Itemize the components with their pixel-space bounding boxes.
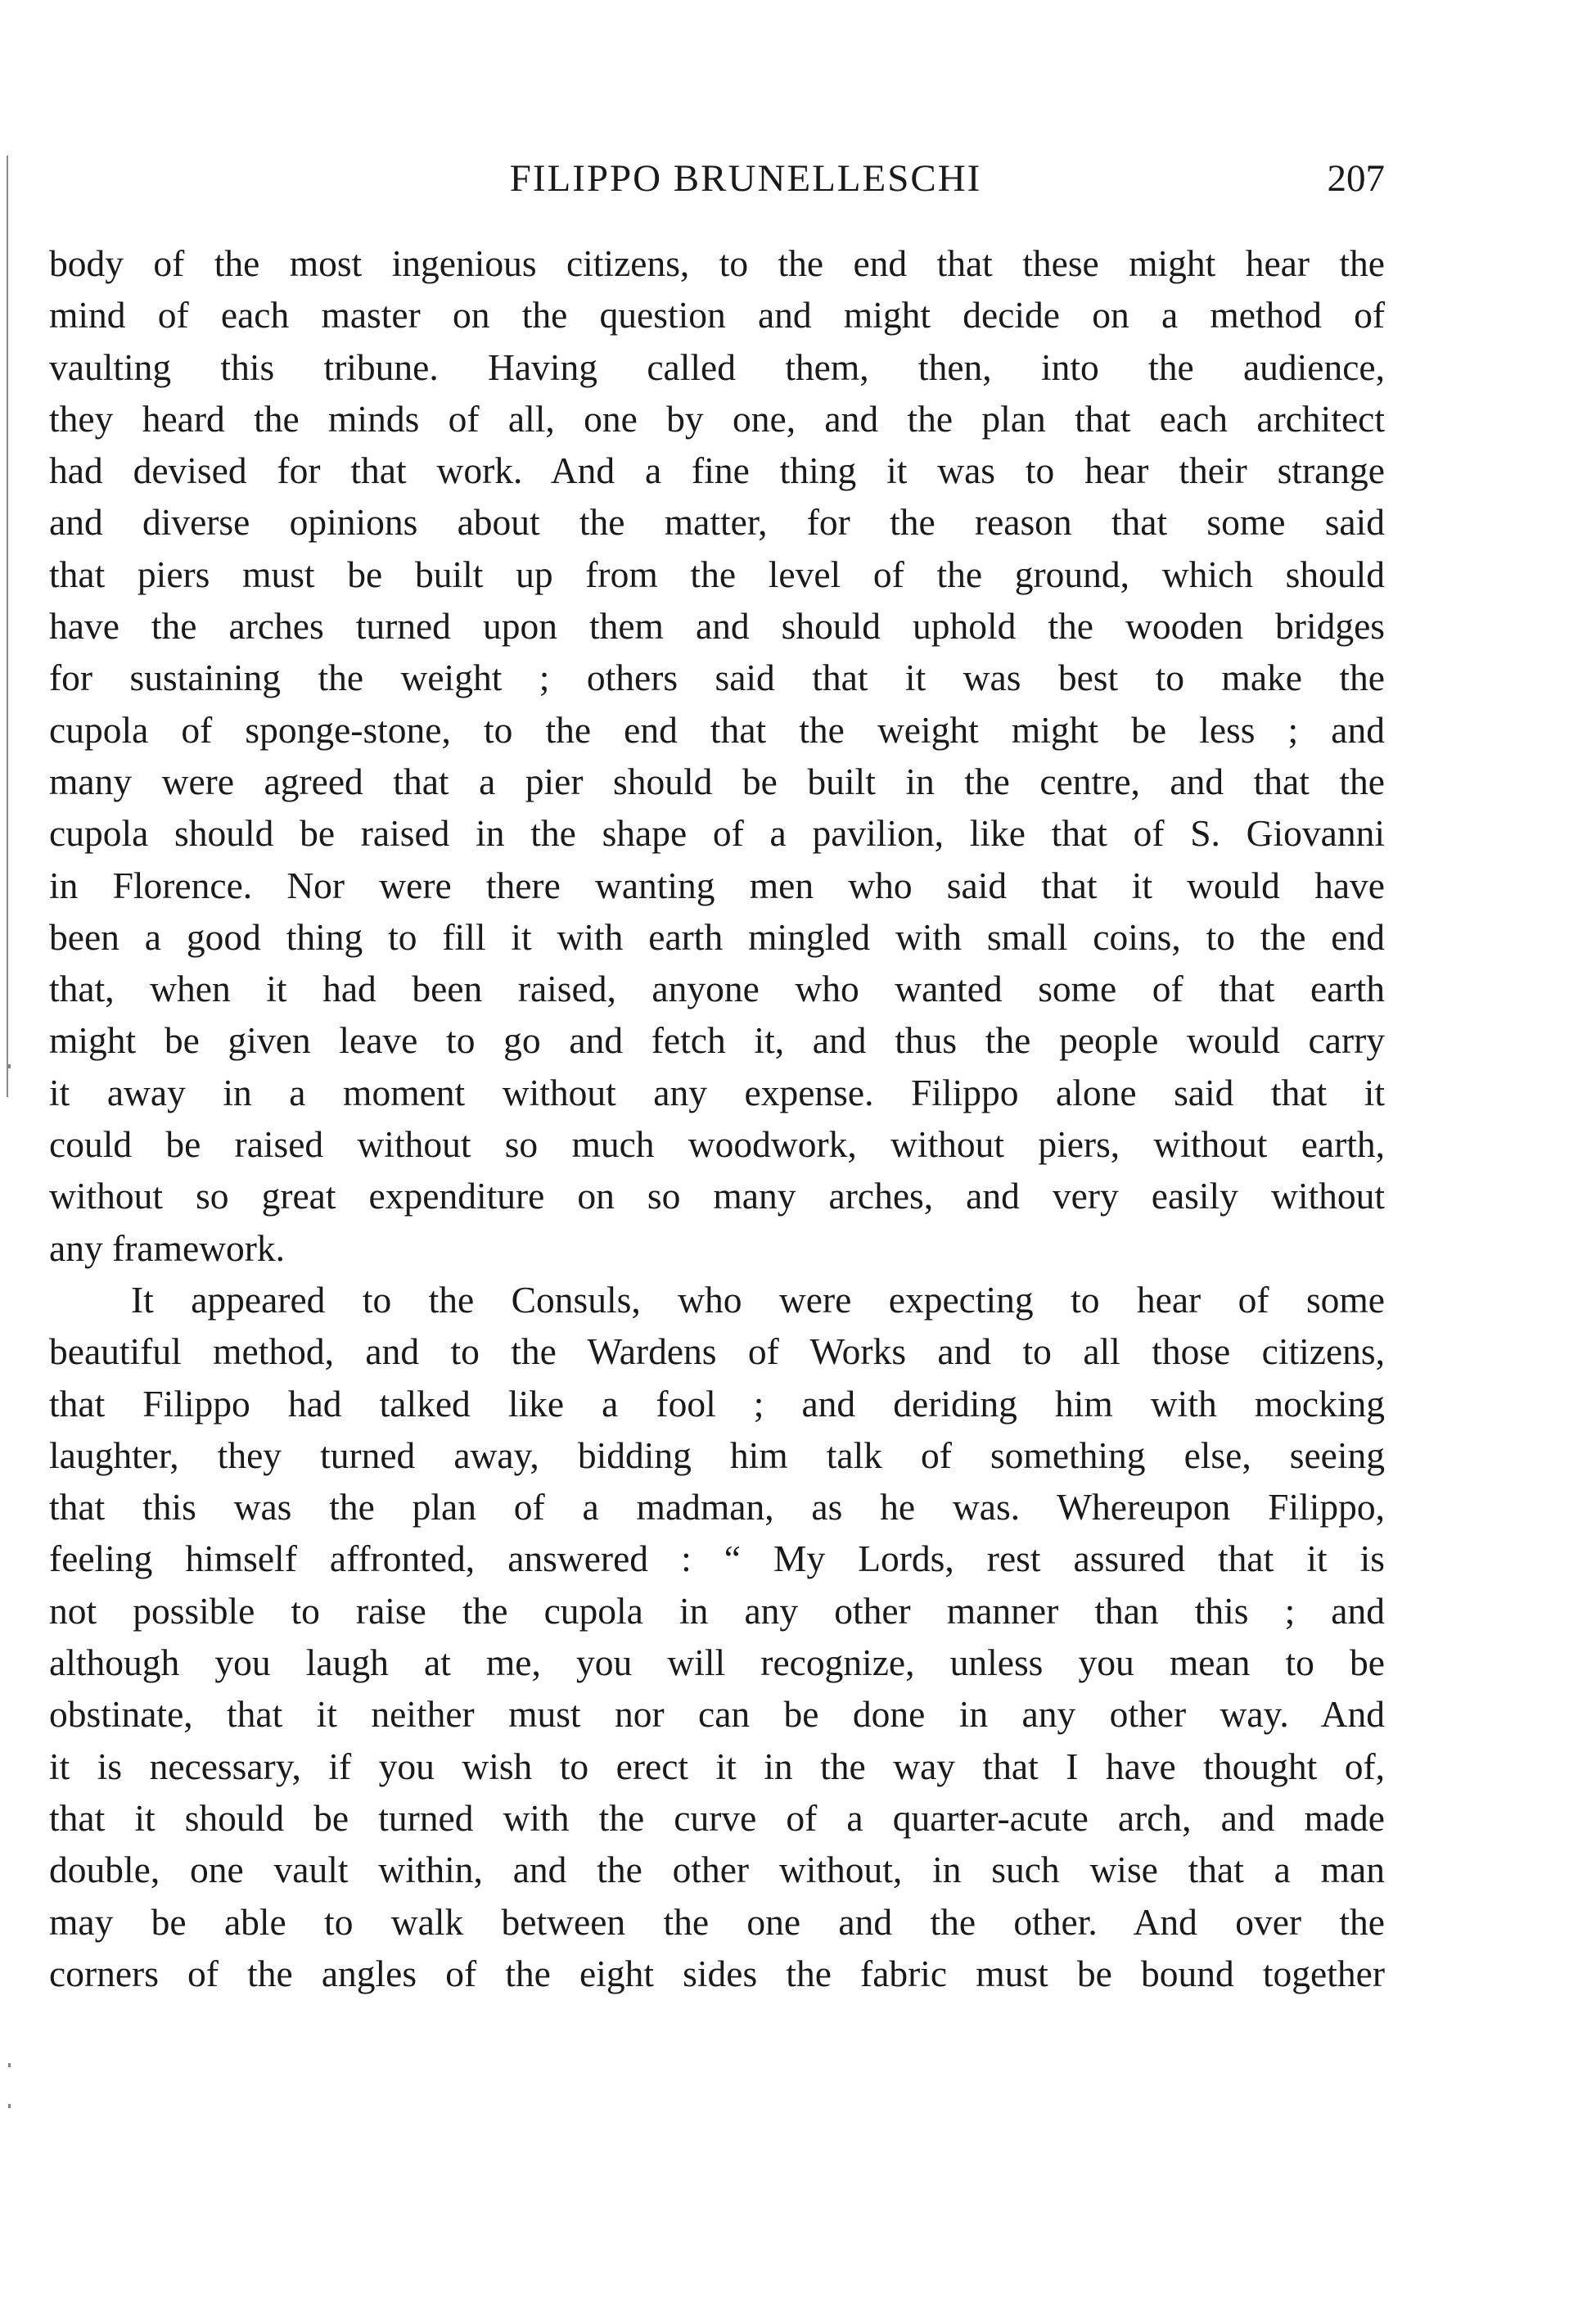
- text-line: cupola of sponge-stone, to the end that the weight might be less ; and: [49, 708, 1385, 751]
- paragraph-end-line: any framework.: [49, 1226, 286, 1269]
- text-line: feeling himself affronted, answered : “ My Lords, rest assured that it is: [49, 1538, 1385, 1580]
- text-line: that piers must be built up from the level of the ground, which should: [49, 553, 1385, 595]
- text-line: corners of the angles of the eight sides the fabric must be bound together: [49, 1952, 1385, 1994]
- text-line: it is necessary, if you wish to erect it in the way that I have thought of,: [49, 1745, 1385, 1787]
- text-line: beautiful method, and to the Wardens of Works and to all those citizens,: [49, 1330, 1385, 1373]
- paragraph-start-line: It appeared to the Consuls, who were expecting to hear of some: [131, 1278, 1385, 1321]
- scan-speck: [8, 1064, 11, 1068]
- text-line: been a good thing to fill it with earth mingled with small coins, to the end: [49, 915, 1385, 958]
- text-line: it away in a moment without any expense. Filippo alone said that it: [49, 1071, 1385, 1113]
- text-line: in Florence. Nor were there wanting men who said that it would have: [49, 864, 1385, 906]
- page-number: 207: [1327, 157, 1385, 200]
- text-line: vaulting this tribune. Having called them, then, into the audience,: [49, 345, 1385, 388]
- scan-margin-line: [7, 156, 8, 1097]
- text-line: laughter, they turned away, bidding him talk of something else, seeing: [49, 1434, 1385, 1476]
- text-line: may be able to walk between the one and the other. And over the: [49, 1900, 1385, 1943]
- text-line: mind of each master on the question and might decide on a method of: [49, 294, 1385, 336]
- text-line: that this was the plan of a madman, as he was. Whereupon Filippo,: [49, 1486, 1385, 1529]
- text-line: might be given leave to go and fetch it, and thus the people would carry: [49, 1019, 1385, 1062]
- text-line: without so great expenditure on so many arches, and very easily without: [49, 1175, 1385, 1217]
- text-line: obstinate, that it neither must nor can be done in any other way. And: [49, 1693, 1385, 1736]
- text-line: and diverse opinions about the matter, for the reason that some said: [49, 501, 1385, 544]
- text-line: double, one vault within, and the other without, in such wise that a man: [49, 1849, 1385, 1891]
- text-line: that, when it had been raised, anyone who wanted some of that earth: [49, 968, 1385, 1010]
- text-line: although you laugh at me, you will recognize, unless you mean to be: [49, 1641, 1385, 1684]
- text-line: have the arches turned upon them and should uphold the wooden bridges: [49, 605, 1385, 648]
- text-line: could be raised without so much woodwork, without piers, without earth,: [49, 1123, 1385, 1166]
- text-line: for sustaining the weight ; others said that it was best to make the: [49, 657, 1385, 699]
- running-title: FILIPPO BRUNELLESCHI: [509, 157, 982, 200]
- text-line: many were agreed that a pier should be built in the centre, and that the: [49, 760, 1385, 802]
- text-line: that it should be turned with the curve of a quarter-acute arch, and made: [49, 1796, 1385, 1839]
- text-line: that Filippo had talked like a fool ; and deriding him with mocking: [49, 1382, 1385, 1425]
- scan-speck: [8, 2104, 11, 2108]
- text-line: they heard the minds of all, one by one, and the plan that each architect: [49, 397, 1385, 440]
- text-line: had devised for that work. And a fine thing it was to hear their strange: [49, 449, 1385, 492]
- scan-speck: [8, 2063, 11, 2067]
- running-head: [49, 154, 1385, 203]
- text-line: not possible to raise the cupola in any other manner than this ; and: [49, 1589, 1385, 1632]
- text-line: cupola should be raised in the shape of a pavilion, like that of S. Giovanni: [49, 812, 1385, 855]
- text-line: body of the most ingenious citizens, to the end that these might hear the: [49, 242, 1385, 284]
- body-text: [49, 237, 1385, 1999]
